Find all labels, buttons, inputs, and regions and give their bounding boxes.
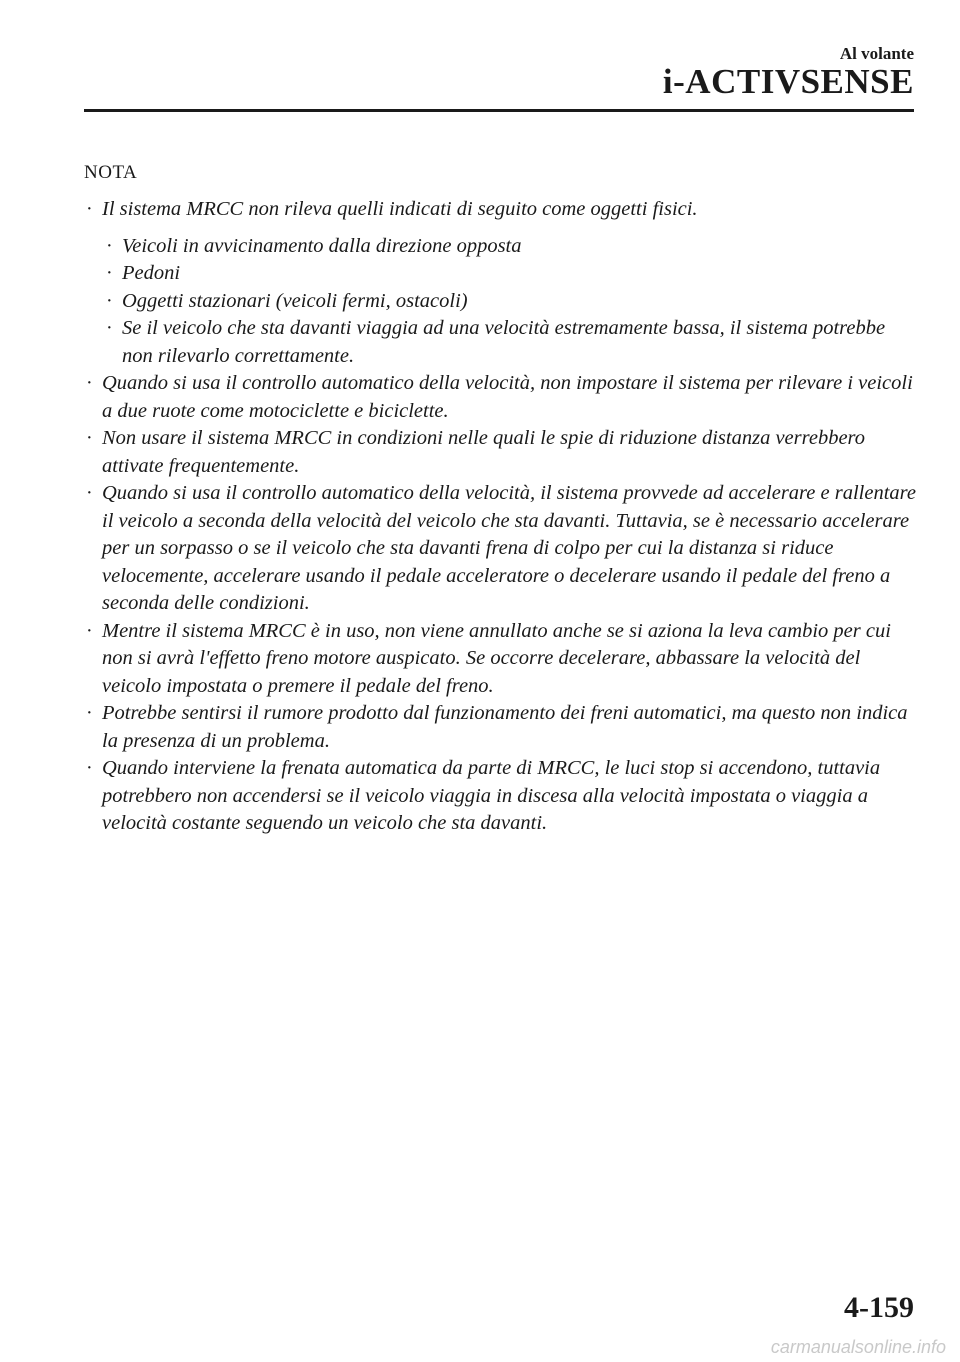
- page-number: 4-159: [844, 1291, 914, 1324]
- bullet-glyph: ·: [106, 234, 113, 257]
- note-subitem-text: Se il veicolo che sta davanti viaggia ad una velocità estremamente bassa, il sistema potrebbe non rilevarlo correttamente.: [122, 317, 886, 367]
- note-body: [84, 196, 919, 838]
- note-subitem: [84, 260, 919, 288]
- note-item-text: Mentre il sistema MRCC è in uso, non viene annullato anche se si aziona la leva cambio per cui non si avrà l'effetto freno motore auspicato. Se occorre decelerare, abbassare la velocità del veicolo impostata o premere il pedale del freno.: [102, 619, 891, 697]
- note-subitem: [84, 233, 919, 261]
- note-item-text: Quando interviene la frenata automatica da parte di MRCC, le luci stop si accendono, tuttavia potrebbero non accendersi se il veicolo viaggia in discesa alla velocità impostata o viaggia a velocità costante seguendo un veicolo che sta davanti.: [102, 757, 881, 834]
- note-heading: NOTA: [84, 162, 138, 183]
- note-item-text: Potrebbe sentirsi il rumore prodotto dal funzionamento dei freni automatici, ma questo non indica la presenza di un problema.: [102, 702, 908, 752]
- bullet-glyph: ·: [86, 372, 93, 394]
- bullet-glyph: ·: [106, 289, 113, 312]
- bullet-glyph: ·: [86, 702, 93, 724]
- header-divider: [84, 109, 914, 112]
- note-item: [84, 480, 919, 618]
- note-item: [84, 370, 919, 425]
- note-subitem-text: Pedoni: [122, 262, 181, 284]
- note-item: [84, 700, 919, 755]
- chapter-title: i-ACTIVSENSE: [662, 62, 914, 101]
- note-subitem: [84, 288, 919, 316]
- bullet-glyph: ·: [86, 427, 93, 449]
- watermark-text: carmanualsonline.info: [770, 1337, 946, 1357]
- note-item-text: Quando si usa il controllo automatico della velocità, non impostare il sistema per rilevare i veicoli a due ruote come motociclette e biciclette.: [102, 372, 913, 422]
- section-label: Al volante: [839, 44, 914, 63]
- note-subitem: [84, 315, 919, 370]
- note-item-text: Quando si usa il controllo automatico della velocità, il sistema provvede ad accelerare e rallentare il veicolo a seconda della velocità del veicolo che sta davanti. Tuttavia, se è necessario accelerare per un sorpasso o se il veicolo che sta davanti frena di colpo per cui la distanza si riduce velocemente, accelerare usando il pedale acceleratore o decelerare usando il pedale del freno a seconda delle condizioni.: [102, 482, 916, 614]
- note-subitem-text: Veicoli in avvicinamento dalla direzione opposta: [122, 234, 522, 257]
- bullet-glyph: ·: [86, 757, 93, 779]
- bullet-glyph: ·: [86, 482, 93, 504]
- bullet-glyph: ·: [106, 262, 113, 284]
- note-item-text: Il sistema MRCC non rileva quelli indicati di seguito come oggetti fisici.: [102, 198, 698, 220]
- note-item-text: Non usare il sistema MRCC in condizioni nelle quali le spie di riduzione distanza verrebbero attivate frequentemente.: [102, 427, 866, 477]
- note-item: [84, 755, 919, 838]
- note-item: [84, 618, 919, 701]
- bullet-glyph: ·: [106, 317, 113, 339]
- note-item: [84, 196, 919, 224]
- bullet-glyph: ·: [86, 198, 93, 220]
- bullet-glyph: ·: [86, 619, 93, 642]
- note-sublist: [84, 233, 919, 371]
- note-subitem-text: Oggetti stazionari (veicoli fermi, ostacoli): [122, 289, 468, 312]
- note-item: [84, 425, 919, 480]
